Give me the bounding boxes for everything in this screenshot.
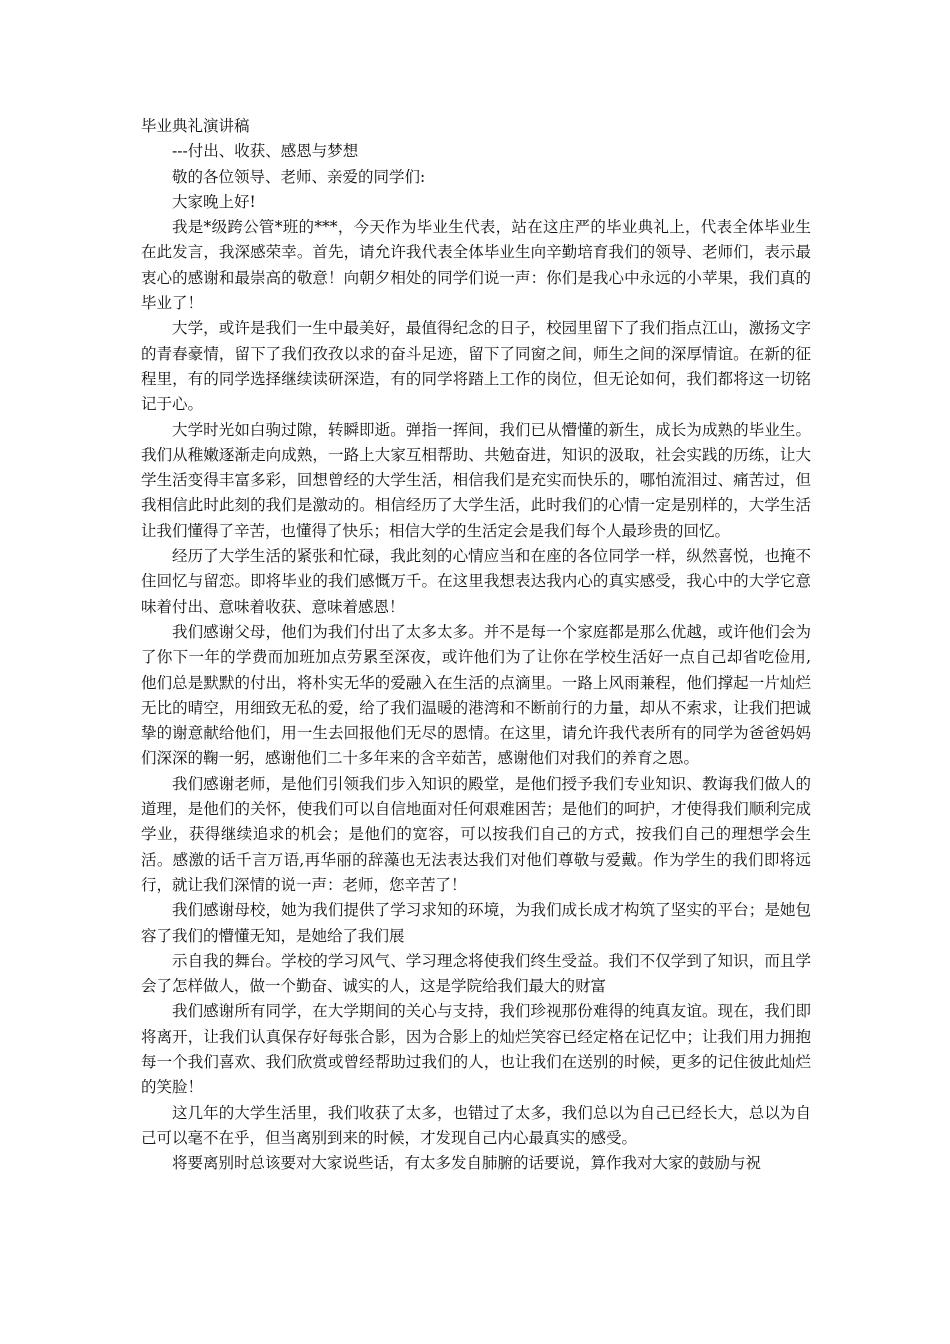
greeting: 大家晚上好! bbox=[172, 192, 256, 211]
document-title: 毕业典礼演讲稿 bbox=[141, 117, 250, 135]
paragraph-reflection: 这几年的大学生活里，我们收获了太多，也错过了太多，我们总以为自己已经长大，总以为自己可以毫不在乎，但当离别到来的时候，才发现自己内心最真实的感受。 bbox=[141, 1103, 811, 1147]
salutation: 敬的各位领导、老师、亲爱的同学们: bbox=[172, 167, 426, 186]
subtitle: ---付出、收获、感恩与梦想 bbox=[172, 142, 359, 161]
paragraph-university: 大学，或许是我们一生中最美好，最值得纪念的日子，校园里留下了我们指点江山，激扬文字的青春豪情，留下了我们孜孜以求的奋斗足迹，留下了同窗之间，师生之间的深厚情谊。在新的征程里，有的同学选择继续读研深造，有的同学将踏上工作的岗位，但无论如何，我们都将这一切铭记于心。 bbox=[141, 319, 811, 414]
paragraph-thank-parents: 我们感谢父母，他们为我们付出了太多太多。并不是每一个家庭都是那么优越，或许他们会为了你下一年的学费而加班加点劳累至深夜，或许他们为了让你在学校生活好一点自己却省吃俭用,他们总是默默的付出，将朴实无华的爱融入在生活的点滴里。一路上风雨兼程，他们撑起一片灿烂无比的晴空，用细致无私的爱，给了我们温暖的港湾和不断前行的力量，却从不索求，让我们把诚挚的谢意献给他们，用一生去回报他们无尽的恩情。在这里，请允许我代表所有的同学为爸爸妈妈们深深的鞠一躬，感谢他们二十多年来的含辛茹苦，感谢他们对我们的养育之恩。 bbox=[141, 622, 811, 768]
paragraph-thank-classmates: 我们感谢所有同学，在大学期间的关心与支持，我们珍视那份难得的纯真友谊。现在，我们即将离开，让我们认真保存好每张合影，因为合影上的灿烂笑容已经定格在记忆中；让我们用力拥抱每一个我们喜欢、我们欣赏或曾经帮助过我们的人，也让我们在送别的时候，更多的记住彼此灿烂的笑脸！ bbox=[141, 1002, 811, 1097]
paragraph-farewell: 将要离别时总该要对大家说些话，有太多发自肺腑的话要说，算作我对大家的鼓励与祝 bbox=[172, 1154, 762, 1173]
paragraph-thank-school: 我们感谢母校，她为我们提供了学习求知的环境，为我们成长成才构筑了坚实的平台；是她包容了我们的懵懂无知，是她给了我们展 bbox=[141, 901, 811, 945]
paragraph-feelings: 经历了大学生活的紧张和忙碌，我此刻的心情应当和在座的各位同学一样，纵然喜悦，也掩不住回忆与留恋。即将毕业的我们感慨万千。在这里我想表达我内心的真实感受，我心中的大学它意味着付出、意味着收获、意味着感恩！ bbox=[141, 547, 811, 616]
paragraph-intro: 我是*级跨公管*班的***，今天作为毕业生代表，站在这庄严的毕业典礼上，代表全体毕业生在此发言，我深感荣幸。首先，请允许我代表全体毕业生向辛勤培育我们的领导、老师们，表示最衷心的感谢和最崇高的敬意！向朝夕相处的同学们说一声：你们是我心中永远的小苹果，我们真的毕业了！ bbox=[141, 218, 811, 313]
document-body bbox=[141, 114, 811, 1176]
paragraph-school-continued: 示自我的舞台。学校的学习风气、学习理念将使我们终生受益。我们不仅学到了知识，而且学会了怎样做人，做一个勤奋、诚实的人，这是学院给我们最大的财富 bbox=[141, 951, 811, 996]
paragraph-time: 大学时光如白驹过隙，转瞬即逝。弹指一挥间，我们已从懵懂的新生，成长为成熟的毕业生。我们从稚嫩逐渐走向成熟，一路上大家互相帮助、共勉奋进，知识的汲取，社会实践的历练，让大学生活变得丰富多彩，回想曾经的大学生活，相信我们是充实而快乐的，哪怕流泪过、痛苦过，但我相信此时此刻的我们是激动的。相信经历了大学生活，此时我们的心情一定是别样的，大学生活让我们懂得了辛苦，也懂得了快乐；相信大学的生活定会是我们每个人最珍贵的回忆。 bbox=[141, 420, 811, 540]
paragraph-thank-teachers: 我们感谢老师，是他们引领我们步入知识的殿堂，是他们授予我们专业知识、教诲我们做人的道理，是他们的关怀，使我们可以自信地面对任何艰难困苦；是他们的呵护，才使得我们顺利完成学业，获得继续追求的机会；是他们的宽容，可以按我们自己的方式，按我们自己的理想学会生活。感激的话千言万语,再华丽的辞藻也无法表达我们对他们尊敬与爱戴。作为学生的我们即将远行，就让我们深情的说一声：老师，您辛苦了！ bbox=[141, 774, 811, 894]
